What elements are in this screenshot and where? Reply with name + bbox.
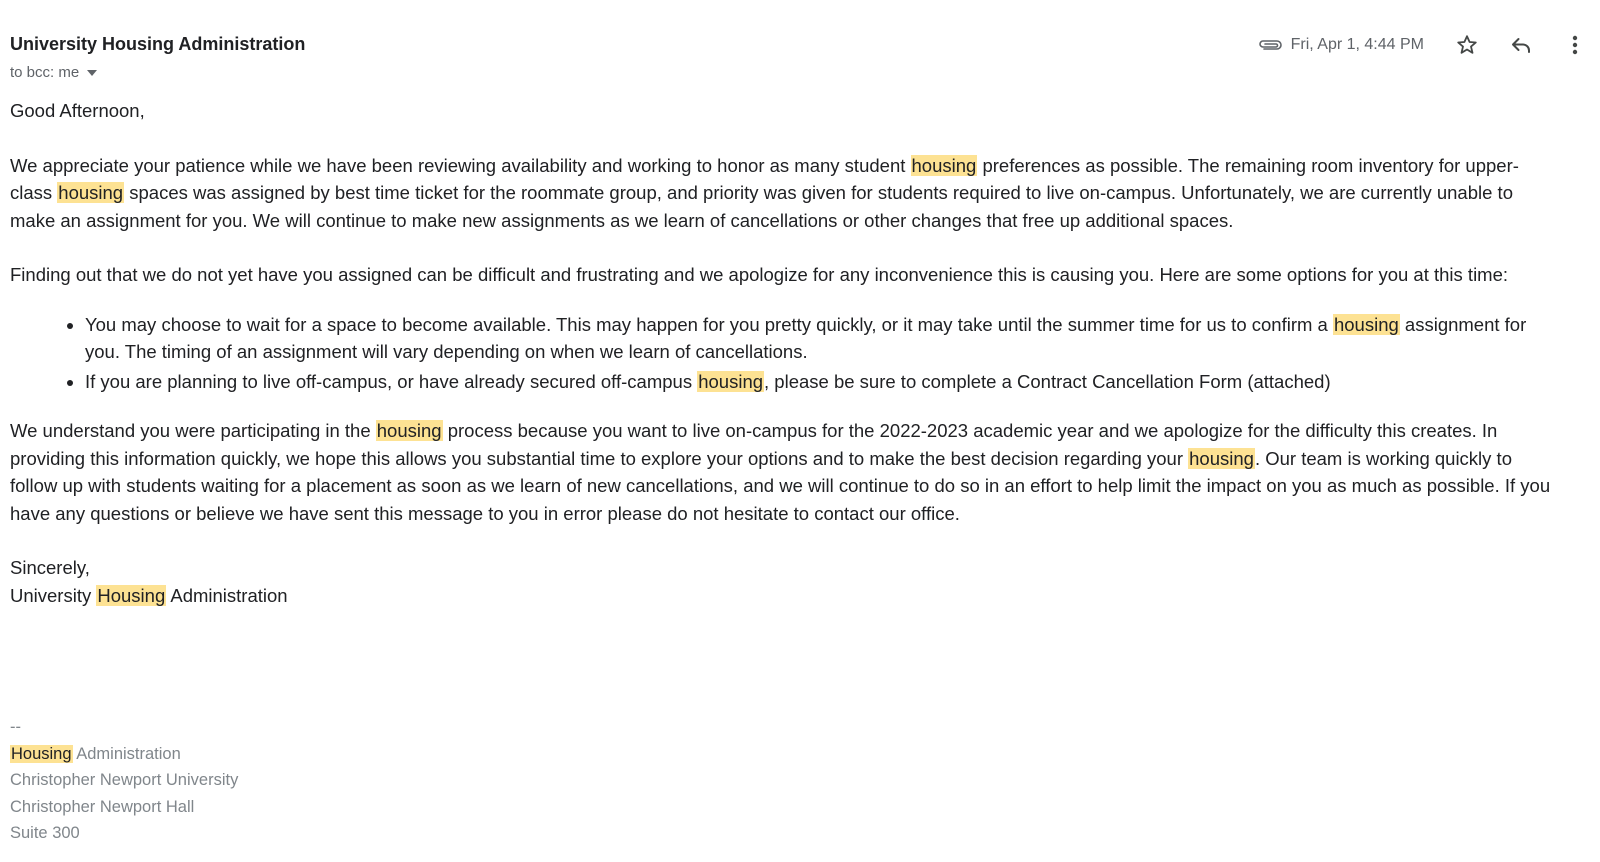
recipients-label: to bcc: me bbox=[10, 64, 80, 81]
recipients[interactable] bbox=[10, 64, 97, 81]
signature-line: Suite 300 bbox=[10, 824, 80, 842]
signature-line: Christopher Newport Hall bbox=[10, 797, 195, 816]
star-icon[interactable] bbox=[1452, 30, 1482, 60]
email-body bbox=[10, 97, 1555, 609]
email-date: Fri, Apr 1, 4:44 PM bbox=[1290, 36, 1424, 53]
text-span: preferences as possible. The remaining room inventory for upper-class bbox=[10, 154, 1519, 203]
list-item bbox=[85, 311, 1555, 366]
text-span: If you are planning to live off-campus, or have already secured off-campus bbox=[85, 370, 698, 392]
greeting: Good Afternoon, bbox=[10, 100, 145, 121]
signature-line bbox=[10, 741, 238, 768]
search-highlight: housing bbox=[698, 370, 764, 392]
text-span: Administration bbox=[72, 744, 181, 763]
signature-line: Christopher Newport University bbox=[10, 771, 239, 789]
search-highlight: housing bbox=[58, 182, 124, 203]
text-span: assignment for you. The timing of an assignment will vary depending on when we learn of cancellations. bbox=[85, 313, 1527, 362]
chevron-down-icon[interactable] bbox=[87, 70, 97, 76]
email-header bbox=[10, 30, 1600, 90]
text-span: Administration bbox=[166, 584, 288, 606]
options-list bbox=[10, 311, 1555, 396]
paragraph-1 bbox=[10, 152, 1555, 235]
text-span: We appreciate your patience while we have been reviewing availability and working to honor as many student bbox=[10, 154, 911, 176]
text-span: You may choose to wait for a space to become available. This may happen for you pretty quickly, or it may take until the summer time for us to confirm a bbox=[85, 313, 1333, 335]
text-span: process because you want to live on-campus for the 2022-2023 academic year and we apologize for the difficulty this creates. In providing this information quickly, we hope this allows you substantial time to explore your options and to make the best decision regarding your bbox=[10, 420, 1498, 469]
search-highlight: housing bbox=[911, 154, 977, 176]
search-highlight: housing bbox=[1333, 313, 1399, 335]
sign-off bbox=[10, 582, 1555, 610]
search-highlight: housing bbox=[1189, 447, 1254, 469]
paragraph-2: Finding out that we do not yet have you assigned can be difficult and frustrating and we apologize for any inconvenience this is causing you. Here are some options for you at this time: bbox=[10, 264, 1509, 285]
text-span: University bbox=[10, 584, 97, 606]
text-span: spaces was assigned by best time ticket for the roommate group, and priority was given for students required to live on-campus. Unfortunately, we are currently unable to make an assignment for you. We will continue to make new assignments as we learn of cancellations or other changes that free up additional spaces. bbox=[10, 182, 1513, 231]
email-signature bbox=[10, 714, 238, 847]
text-span: . Our team is working quickly to follow up with students waiting for a placement as soon as we learn of new cancellations, and we will continue to do so in an effort to help limit the impact on you as much as possible. If you have any questions or believe we have sent this message to you in error please do not hesitate to contact our office. bbox=[10, 447, 1551, 524]
paragraph-3 bbox=[10, 417, 1555, 527]
paperclip-icon bbox=[1257, 34, 1283, 56]
email-meta bbox=[1257, 30, 1600, 60]
search-highlight: housing bbox=[376, 420, 442, 441]
closing: Sincerely, bbox=[10, 557, 90, 578]
reply-icon[interactable] bbox=[1506, 30, 1536, 60]
list-item bbox=[85, 368, 1555, 396]
more-vertical-icon[interactable] bbox=[1560, 30, 1590, 60]
sender-name[interactable]: University Housing Administration bbox=[10, 34, 306, 54]
search-highlight: Housing bbox=[11, 744, 72, 763]
text-span: , please be sure to complete a Contract Cancellation Form (attached) bbox=[764, 370, 1331, 392]
text-span: We understand you were participating in the bbox=[10, 420, 376, 441]
search-highlight: Housing bbox=[97, 584, 166, 606]
signature-separator: -- bbox=[10, 718, 21, 736]
